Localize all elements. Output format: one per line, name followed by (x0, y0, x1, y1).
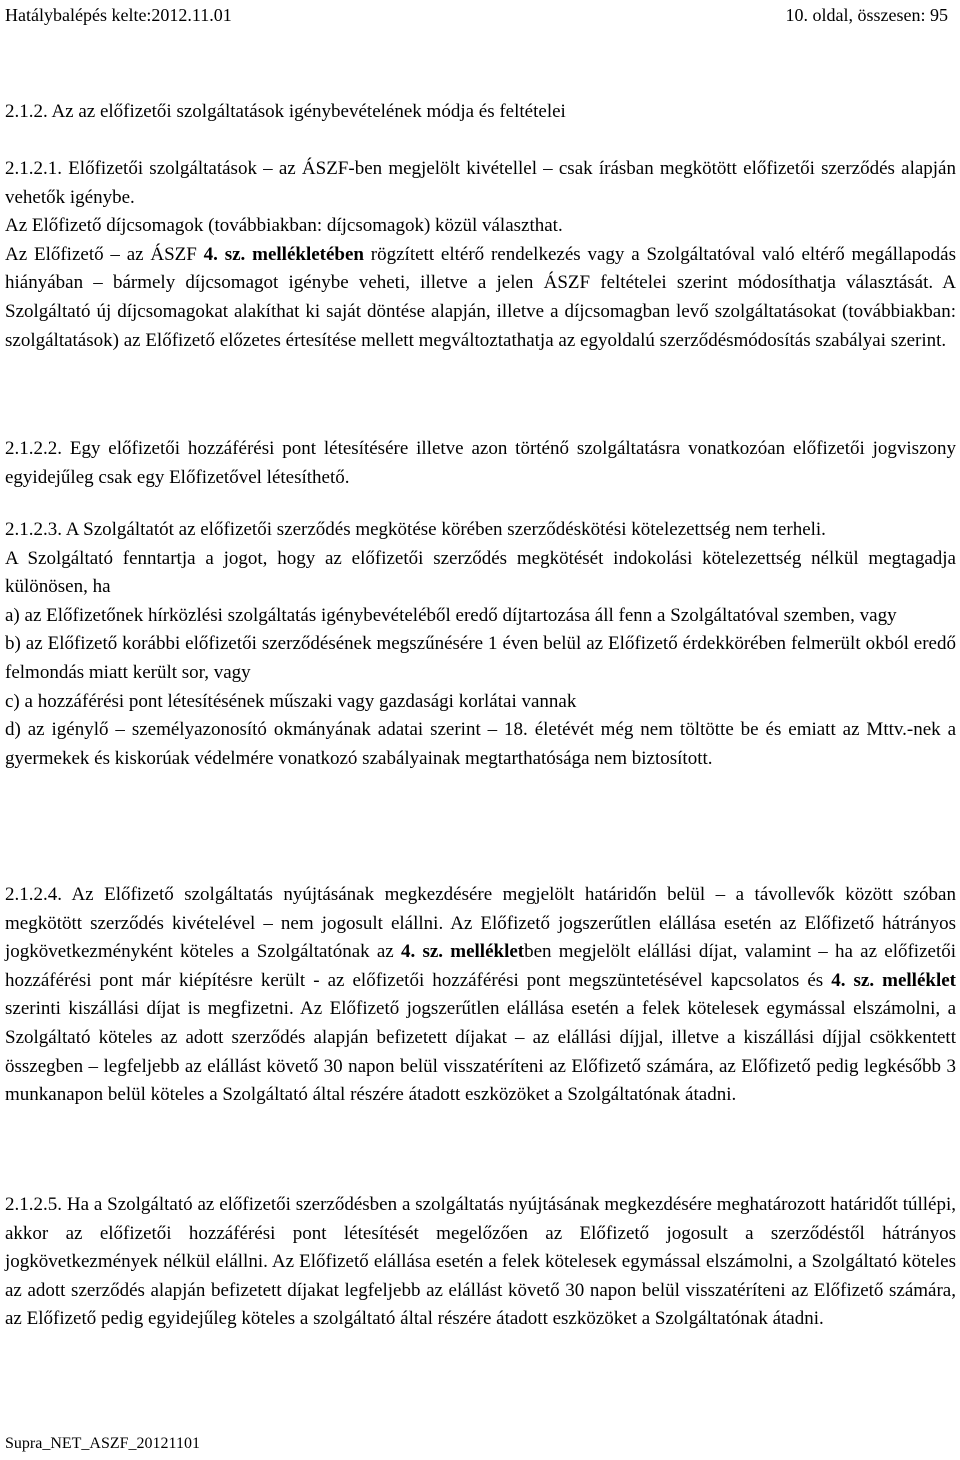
list-item-a: a) az Előfizetőnek hírközlési szolgáltatás igénybevételéből eredő díjtartozása áll fenn a Szolgáltatóval szemben, vagy (5, 604, 897, 626)
paragraph-2-1-2-4-text (5, 881, 956, 1110)
paragraph-2-1-2-1-line1: 2.1.2.1. Előfizetői szolgáltatások – az ÁSZF-ben megjelölt kivétellel – csak írásban megkötött előfizetői szerződés alapján vehetők igénybe. (5, 158, 956, 208)
paragraph-2-1-2-3-line2: A Szolgáltató fenntartja a jogot, hogy az előfizetői szerződés megkötését indokolási kötelezettség nélkül megtagadja különösen, ha (5, 547, 956, 598)
footer-document-id: Supra_NET_ASZF_20121101 (5, 1435, 200, 1452)
paragraph-2-1-2-1 (5, 155, 956, 355)
paragraph-2-1-2-1-line3 (5, 241, 956, 355)
paragraph-2-1-2-5-text: 2.1.2.5. Ha a Szolgáltató az előfizetői szerződésben a szolgáltatás nyújtásának megkezdésére meghatározott határidőt túllépi, akkor az előfizetői hozzáférési pont létesítését megelőzően az Előfizető jogosult a szerződéstől hátrányos jogkövetkezmények nélkül elállni. Az Előfizető elállása esetén a felek kötelesek egymással elszámolni, a Szolgáltató köteles az adott szerződés alapján befizetett díjakat legfeljebb az elállást követő 30 napon belül visszatéríteni az Előfizető számára, az Előfizető pedig egyidejűleg köteles a szolgáltató által részére átadott eszközöket a Szolgáltatónak átadni. (5, 1194, 956, 1330)
list-item-c: c) a hozzáférési pont létesítésének műszaki vagy gazdasági korlátai vannak (5, 690, 577, 712)
text-span: 2.1.2.4. Az Előfizető szolgáltatás nyújtásának megkezdésére megjelölt határidőn belül – a távollevők között szóban megkötött szerződés kivételével – nem jogosult elállni. Az Előfizető jogszerűtlen elállása esetén az Előfizető hátrányos jogkövetkezményként köteles a Szolgáltatónak az (5, 884, 956, 963)
paragraph-2-1-2-3-line1: 2.1.2.3. A Szolgáltatót az előfizetői szerződés megkötése körében szerződéskötési kötelezettség nem terheli. (5, 519, 826, 540)
bold-reference: 4. sz. mellékletében (203, 243, 364, 265)
bold-reference: 4. sz. melléklet (400, 941, 525, 963)
paragraph-2-1-2-5 (5, 1191, 956, 1334)
text-span: szerinti kiszállási díjat is megfizetni. Az Előfizető jogszerűtlen elállása esetén a felek kötelesek egymással elszámolni, a Szolgáltató köteles az adott szerződés alapján befizetett díjakat – az elállási díjjal, illetve a kiszállási díjjal csökkentett összegben – legfeljebb az elállást követő 30 napon belül visszatéríteni az Előfizető számára, az Előfizető pedig legkésőbb 3 munkanapon belül köteles a Szolgáltató által részére átadott eszközöket a Szolgáltatónak átadni. (5, 998, 956, 1106)
paragraph-2-1-2-2 (5, 435, 956, 492)
text-span: ben megjelölt elállási díjat, valamint – ha az előfizetői hozzáférési pont már kiépítésre került - az előfizetői hozzáférési pont megszüntetésével kapcsolatos és (5, 941, 957, 991)
list-item-b: b) az Előfizető korábbi előfizetői szerződésének megszűnésére 1 éven belül az Előfizető érdekkörében felmerült okból eredő felmondás miatt került sor, vagy (5, 633, 956, 683)
paragraph-2-1-2-1-line2: Az Előfizető díjcsomagok (továbbiakban: díjcsomagok) közül választhat. (5, 215, 563, 237)
list-item-d: d) az igénylő – személyazonosító okmányának adatai szerint – 18. életévét még nem töltötte be és emiatt az Mttv.-nek a gyermekek és kiskorúak védelmére vonatkozó szabályainak megtarthatósága nem biztosított. (5, 719, 956, 769)
paragraph-2-1-2-3 (5, 516, 956, 773)
section-heading-block (5, 98, 956, 127)
bold-reference: 4. sz. melléklet (831, 969, 957, 991)
section-heading: 2.1.2. Az az előfizetői szolgáltatások igénybevételének módja és feltételei (5, 101, 566, 122)
header-effective-date: Hatálybalépés kelte:2012.11.01 (5, 5, 232, 25)
text-span: Az Előfizető – az ÁSZF (5, 243, 204, 265)
paragraph-2-1-2-4 (5, 881, 956, 1110)
paragraph-2-1-2-2-text: 2.1.2.2. Egy előfizetői hozzáférési pont létesítésére illetve azon történő szolgáltatásra vonatkozóan előfizetői jogviszony egyidejűleg csak egy Előfizetővel létesíthető. (5, 438, 956, 488)
text-span: rögzített eltérő rendelkezés vagy a Szolgáltatóval való eltérő megállapodás hiányában – bármely díjcsomagot igénybe veheti, illetve a jelen ÁSZF feltételei szerint módosíthatja választását. A Szolgáltató új díjcsomagokat alakíthat ki saját döntése alapján, illetve a díjcsomagban levő szolgáltatásokat (továbbiakban: szolgáltatások) az Előfizető előzetes értesítése mellett megváltoztathatja az egyoldalú szerződésmódosítás szabályai szerint. (5, 243, 956, 351)
header-page-number: 10. oldal, összesen: 95 (785, 5, 948, 25)
